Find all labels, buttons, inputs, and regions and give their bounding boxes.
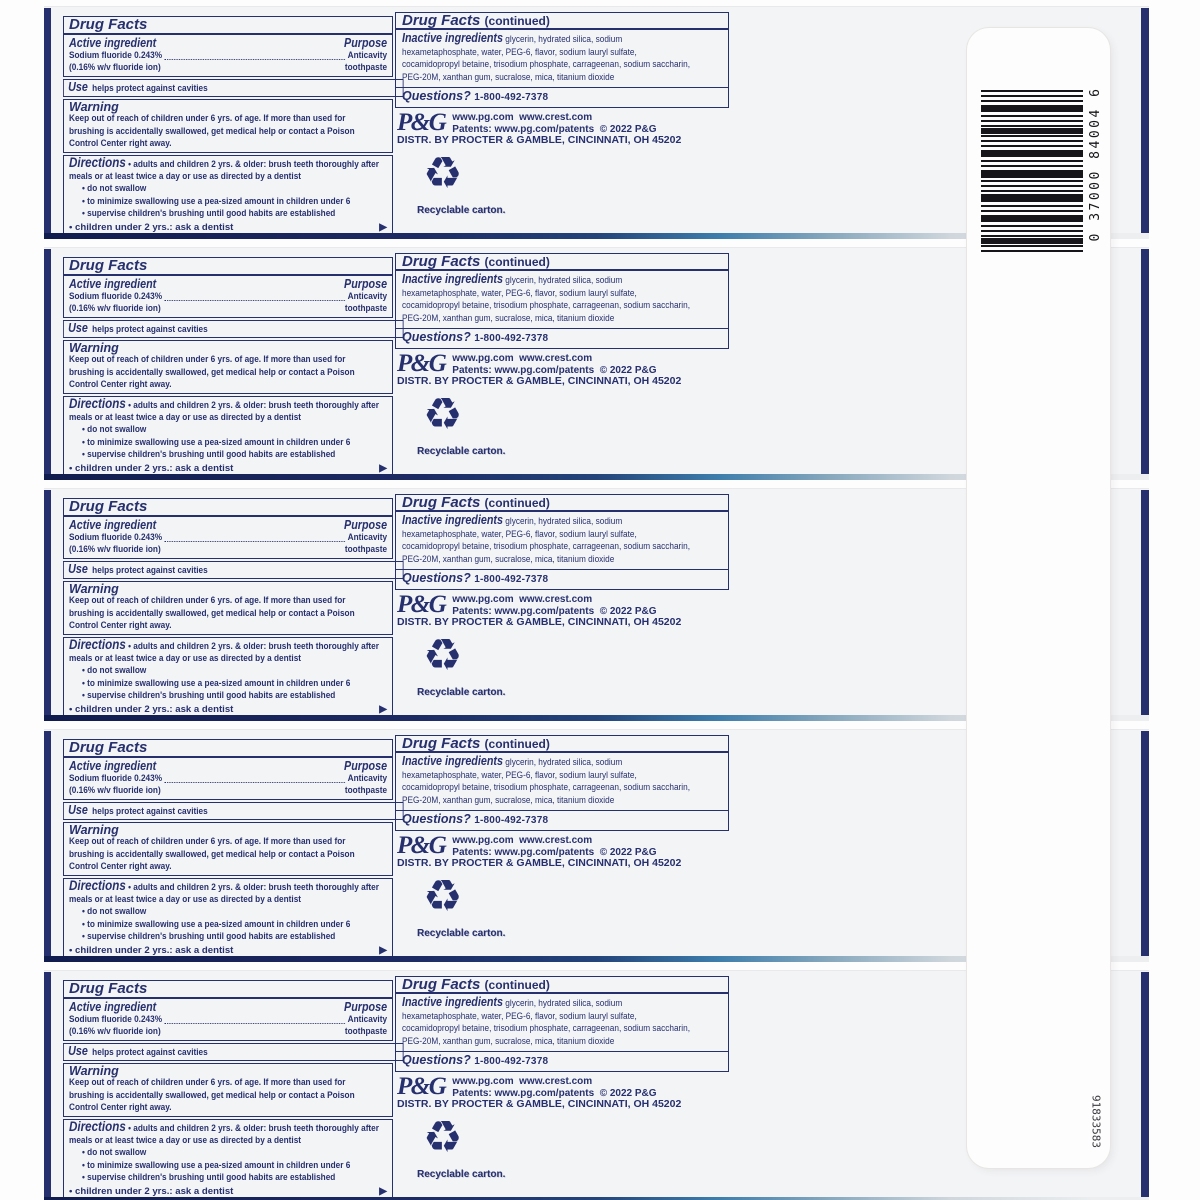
more-arrow-icon: ▶ [379, 221, 387, 233]
fluoride-ion-row [69, 1026, 387, 1038]
barcode-strip [967, 28, 1110, 1168]
recyclable-carton-label: Recyclable carton. [417, 446, 506, 457]
drug-facts-box [63, 257, 393, 474]
continued-suffix: (continued) [484, 14, 550, 28]
patents-line: Patents: www.pg.com/patents © 2022 P&G [452, 123, 657, 135]
pg-logo: P&G [397, 350, 446, 377]
directions-bullet: • do not swallow [82, 665, 147, 677]
questions-row [396, 570, 728, 589]
inactive-line: hexametaphosphate, water, PEG-6, flavor, sodium lauryl sulfate, [402, 46, 637, 58]
website-line: www.pg.com www.crest.com [452, 835, 593, 846]
drug-facts-continued-box [395, 976, 729, 1072]
inactive-ingredients-heading: Inactive ingredients [402, 754, 503, 769]
inactive-line: cocamidopropyl betaine, trisodium phosphate, carrageenan, sodium saccharin, [402, 541, 691, 553]
questions-heading: Questions? [402, 1053, 471, 1068]
inactive-line: Inactive ingredients glycerin, hydrated silica, sodium [402, 513, 623, 528]
patents-line: Patents: www.pg.com/patents © 2022 P&G [452, 1087, 657, 1099]
questions-heading: Questions? [402, 571, 471, 586]
drug-facts-title: Drug Facts [64, 742, 392, 758]
active-ingredient-name: Sodium fluoride 0.243% [69, 772, 163, 784]
drug-facts-continued-box [395, 735, 729, 831]
inactive-ingredients-section [396, 30, 728, 88]
use-heading: Use [68, 1043, 88, 1058]
patents-line: Patents: www.pg.com/patents © 2022 P&G [452, 846, 657, 858]
drug-facts-title: Drug Facts [64, 983, 392, 999]
active-ingredient-name: Sodium fluoride 0.243% [69, 531, 163, 543]
directions-intro-line: Directions • adults and children 2 yrs. & older: brush teeth thoroughly after [69, 154, 379, 170]
recycle-icon: ♻ [423, 149, 463, 198]
directions-intro-line: meals or at least twice a day or use as directed by a dentist [69, 653, 302, 665]
warning-heading: Warning [69, 1064, 119, 1079]
toothpaste-label: toothpaste [344, 544, 388, 556]
upc-digits: 0 37000 84004 6 [1088, 86, 1103, 242]
warning-line: Control Center right away. [69, 379, 172, 391]
warning-line: brushing is accidentally swallowed, get medical help or contact a Poison [69, 1089, 355, 1101]
questions-phone: 1-800-492-7378 [474, 574, 549, 586]
manufacturer-urls [452, 835, 656, 858]
more-arrow-icon: ▶ [379, 703, 387, 715]
pg-logo: P&G [397, 832, 446, 859]
manufacturer-block [397, 350, 767, 388]
warning-section [63, 99, 393, 153]
questions-heading: Questions? [402, 330, 471, 345]
inactive-line: PEG-20M, xanthan gum, sucralose, mica, titanium dioxide [402, 553, 615, 565]
directions-heading: Directions [69, 877, 126, 893]
inactive-line: hexametaphosphate, water, PEG-6, flavor, sodium lauryl sulfate, [402, 769, 637, 781]
directions-section [63, 396, 393, 477]
patents-line: Patents: www.pg.com/patents © 2022 P&G [452, 605, 657, 617]
fluoride-ion-row [69, 544, 387, 556]
continued-title: Drug Facts [402, 976, 481, 993]
dotted-leader [165, 300, 345, 301]
active-ingredient-row [69, 291, 387, 303]
directions-bullet: • do not swallow [82, 183, 147, 195]
active-ingredient-row [69, 532, 387, 544]
inactive-ingredients-heading: Inactive ingredients [402, 31, 503, 46]
use-section [63, 320, 403, 338]
directions-bullet: • supervise children's brushing until good habits are established [82, 208, 336, 220]
use-text: helps protect against cavities [92, 564, 208, 576]
website-line: www.pg.com www.crest.com [452, 594, 593, 605]
fluoride-ion-note: (0.16% w/v fluoride ion) [69, 544, 161, 556]
pg-logo: P&G [397, 1073, 446, 1100]
purpose-value: Anticavity [347, 290, 388, 302]
toothpaste-label: toothpaste [344, 303, 388, 315]
active-purpose-headings [69, 278, 387, 290]
manufacturer-top-row [397, 832, 767, 859]
manufacturer-top-row [397, 591, 767, 618]
directions-bullet: • to minimize swallowing use a pea-sized amount in children under 6 [82, 436, 351, 448]
warning-line: brushing is accidentally swallowed, get medical help or contact a Poison [69, 848, 355, 860]
active-ingredient-heading: Active ingredient [69, 759, 157, 774]
drug-facts-box [63, 16, 393, 233]
more-arrow-icon: ▶ [379, 944, 387, 956]
fluoride-ion-note: (0.16% w/v fluoride ion) [69, 1026, 161, 1038]
drug-facts-continued-box [395, 494, 729, 590]
recycle-icon: ♻ [423, 872, 463, 921]
website-line: www.pg.com www.crest.com [452, 1076, 593, 1087]
inactive-line: Inactive ingredients glycerin, hydrated silica, sodium [402, 754, 623, 769]
inactive-ingredients-section [396, 512, 728, 570]
directions-intro-line: meals or at least twice a day or use as directed by a dentist [69, 412, 302, 424]
toothpaste-label: toothpaste [344, 1026, 388, 1038]
purpose-value: Anticavity [347, 1013, 388, 1025]
inactive-line: PEG-20M, xanthan gum, sucralose, mica, titanium dioxide [402, 794, 615, 806]
use-text: helps protect against cavities [92, 805, 208, 817]
active-purpose-headings [69, 37, 387, 49]
inactive-ingredients-section [396, 271, 728, 329]
questions-row [396, 329, 728, 348]
directions-bullet: • to minimize swallowing use a pea-sized amount in children under 6 [82, 677, 351, 689]
inactive-line: PEG-20M, xanthan gum, sucralose, mica, titanium dioxide [402, 312, 615, 324]
carton-left-edge [44, 249, 51, 474]
dotted-leader [165, 541, 345, 542]
active-ingredient-section [63, 257, 393, 318]
dotted-leader [165, 59, 345, 60]
drug-facts-box [63, 498, 393, 715]
dotted-leader [165, 782, 345, 783]
use-section [63, 79, 403, 97]
warning-line: Keep out of reach of children under 6 yrs. of age. If more than used for [69, 836, 346, 848]
purpose-value: Anticavity [347, 772, 388, 784]
use-section [63, 802, 403, 820]
directions-last-line: • children under 2 yrs.: ask a dentist [69, 703, 234, 715]
serial-number: 91833583 [1089, 1095, 1103, 1148]
inactive-line: PEG-20M, xanthan gum, sucralose, mica, titanium dioxide [402, 1035, 615, 1047]
purpose-heading: Purpose [344, 759, 388, 774]
continued-suffix: (continued) [484, 255, 550, 269]
inactive-ingredients-section [396, 994, 728, 1052]
directions-bullet: • to minimize swallowing use a pea-sized amount in children under 6 [82, 1159, 351, 1171]
questions-phone: 1-800-492-7378 [474, 92, 549, 104]
inactive-line: Inactive ingredients glycerin, hydrated silica, sodium [402, 995, 623, 1010]
active-ingredient-row [69, 1014, 387, 1026]
inactive-ingredients-section [396, 753, 728, 811]
manufacturer-urls [452, 594, 656, 617]
warning-section [63, 340, 393, 394]
carton-left-edge [44, 490, 51, 715]
manufacturer-block [397, 591, 767, 629]
purpose-heading: Purpose [344, 36, 388, 51]
directions-bullet: • to minimize swallowing use a pea-sized amount in children under 6 [82, 195, 351, 207]
drug-facts-title: Drug Facts [64, 19, 392, 35]
distributor-line: DISTR. BY PROCTER & GAMBLE, CINCINNATI, OH 45202 [397, 375, 682, 387]
warning-heading: Warning [69, 341, 119, 356]
questions-heading: Questions? [402, 812, 471, 827]
continued-title-row [396, 977, 728, 994]
purpose-heading: Purpose [344, 277, 388, 292]
inactive-line: cocamidopropyl betaine, trisodium phosphate, carrageenan, sodium saccharin, [402, 59, 691, 71]
recycle-icon: ♻ [423, 1113, 463, 1162]
carton-left-edge [44, 8, 51, 233]
use-heading: Use [68, 79, 88, 94]
drug-facts-continued-box [395, 253, 729, 349]
fluoride-ion-note: (0.16% w/v fluoride ion) [69, 303, 161, 315]
warning-line: Control Center right away. [69, 138, 172, 150]
directions-bullet: • do not swallow [82, 1147, 147, 1159]
continued-suffix: (continued) [484, 737, 550, 751]
continued-title-row [396, 495, 728, 512]
use-heading: Use [68, 802, 88, 817]
dotted-leader [165, 1023, 345, 1024]
fluoride-ion-row [69, 62, 387, 74]
continued-suffix: (continued) [484, 496, 550, 510]
questions-heading: Questions? [402, 89, 471, 104]
carton-left-edge [44, 731, 51, 956]
questions-row [396, 811, 728, 830]
directions-last-line: • children under 2 yrs.: ask a dentist [69, 462, 234, 474]
drug-facts-box [63, 980, 393, 1197]
more-arrow-icon: ▶ [379, 462, 387, 474]
inactive-line: cocamidopropyl betaine, trisodium phosphate, carrageenan, sodium saccharin, [402, 782, 691, 794]
patents-line: Patents: www.pg.com/patents © 2022 P&G [452, 364, 657, 376]
inactive-ingredients-heading: Inactive ingredients [402, 272, 503, 287]
recyclable-carton-label: Recyclable carton. [417, 928, 506, 939]
directions-heading: Directions [69, 395, 126, 411]
recyclable-carton-label: Recyclable carton. [417, 205, 506, 216]
questions-row [396, 88, 728, 107]
recyclable-carton-label: Recyclable carton. [417, 687, 506, 698]
inactive-line: hexametaphosphate, water, PEG-6, flavor, sodium lauryl sulfate, [402, 528, 637, 540]
drug-facts-title: Drug Facts [64, 501, 392, 517]
manufacturer-urls [452, 353, 656, 376]
questions-phone: 1-800-492-7378 [474, 333, 549, 345]
pg-logo: P&G [397, 591, 446, 618]
warning-line: Keep out of reach of children under 6 yrs. of age. If more than used for [69, 354, 346, 366]
continued-title-row [396, 736, 728, 753]
inactive-line: Inactive ingredients glycerin, hydrated silica, sodium [402, 272, 623, 287]
active-ingredient-section [63, 498, 393, 559]
directions-heading: Directions [69, 154, 126, 170]
purpose-value: Anticavity [347, 531, 388, 543]
continued-title-row [396, 13, 728, 30]
manufacturer-top-row [397, 350, 767, 377]
warning-line: Keep out of reach of children under 6 yrs. of age. If more than used for [69, 1077, 346, 1089]
website-line: www.pg.com www.crest.com [452, 353, 593, 364]
inactive-line: cocamidopropyl betaine, trisodium phosphate, carrageenan, sodium saccharin, [402, 1023, 691, 1035]
active-purpose-headings [69, 519, 387, 531]
directions-bullet: • supervise children's brushing until good habits are established [82, 931, 336, 943]
use-heading: Use [68, 561, 88, 576]
purpose-value: Anticavity [347, 49, 388, 61]
warning-line: brushing is accidentally swallowed, get medical help or contact a Poison [69, 125, 355, 137]
questions-row [396, 1052, 728, 1071]
directions-intro-line: Directions • adults and children 2 yrs. & older: brush teeth thoroughly after [69, 1118, 379, 1134]
directions-last-line: • children under 2 yrs.: ask a dentist [69, 221, 234, 233]
directions-intro-line: meals or at least twice a day or use as directed by a dentist [69, 1135, 302, 1147]
continued-title: Drug Facts [402, 12, 481, 29]
warning-line: Control Center right away. [69, 1102, 172, 1114]
distributor-line: DISTR. BY PROCTER & GAMBLE, CINCINNATI, OH 45202 [397, 134, 682, 146]
carton-right-edge [1141, 490, 1149, 715]
directions-intro-line: Directions • adults and children 2 yrs. & older: brush teeth thoroughly after [69, 395, 379, 411]
directions-intro-line: meals or at least twice a day or use as directed by a dentist [69, 171, 302, 183]
directions-last-line: • children under 2 yrs.: ask a dentist [69, 1185, 234, 1197]
directions-section [63, 1119, 393, 1200]
warning-line: Control Center right away. [69, 861, 172, 873]
directions-bullet: • supervise children's brushing until good habits are established [82, 449, 336, 461]
continued-title-row [396, 254, 728, 271]
active-ingredient-heading: Active ingredient [69, 277, 157, 292]
warning-line: brushing is accidentally swallowed, get medical help or contact a Poison [69, 366, 355, 378]
toothpaste-label: toothpaste [344, 62, 388, 74]
continued-title: Drug Facts [402, 494, 481, 511]
use-text: helps protect against cavities [92, 82, 208, 94]
fluoride-ion-note: (0.16% w/v fluoride ion) [69, 62, 161, 74]
distributor-line: DISTR. BY PROCTER & GAMBLE, CINCINNATI, OH 45202 [397, 857, 682, 869]
carton-right-edge [1141, 249, 1149, 474]
manufacturer-block [397, 1073, 767, 1111]
warning-section [63, 1063, 393, 1117]
recycle-icon: ♻ [423, 390, 463, 439]
continued-suffix: (continued) [484, 978, 550, 992]
warning-heading: Warning [69, 582, 119, 597]
directions-bullet: • do not swallow [82, 906, 147, 918]
warning-line: Control Center right away. [69, 620, 172, 632]
directions-section [63, 637, 393, 718]
directions-last-line: • children under 2 yrs.: ask a dentist [69, 944, 234, 956]
active-purpose-headings [69, 760, 387, 772]
drug-facts-title: Drug Facts [64, 260, 392, 276]
warning-section [63, 581, 393, 635]
more-arrow-icon: ▶ [379, 1185, 387, 1197]
questions-phone: 1-800-492-7378 [474, 815, 549, 827]
active-ingredient-name: Sodium fluoride 0.243% [69, 49, 163, 61]
recycle-icon: ♻ [423, 631, 463, 680]
inactive-line: hexametaphosphate, water, PEG-6, flavor, sodium lauryl sulfate, [402, 287, 637, 299]
warning-heading: Warning [69, 823, 119, 838]
carton-left-edge [44, 972, 51, 1197]
active-ingredient-heading: Active ingredient [69, 36, 157, 51]
directions-bullet: • supervise children's brushing until good habits are established [82, 690, 336, 702]
directions-intro-line: meals or at least twice a day or use as directed by a dentist [69, 894, 302, 906]
active-purpose-headings [69, 1001, 387, 1013]
carton-right-edge [1141, 972, 1149, 1197]
active-ingredient-section [63, 16, 393, 77]
fluoride-ion-note: (0.16% w/v fluoride ion) [69, 785, 161, 797]
warning-section [63, 822, 393, 876]
directions-heading: Directions [69, 1118, 126, 1134]
use-text: helps protect against cavities [92, 1046, 208, 1058]
continued-title: Drug Facts [402, 253, 481, 270]
use-text: helps protect against cavities [92, 323, 208, 335]
pg-logo: P&G [397, 109, 446, 136]
purpose-heading: Purpose [344, 1000, 388, 1015]
manufacturer-top-row [397, 1073, 767, 1100]
directions-section [63, 155, 393, 236]
inactive-line: cocamidopropyl betaine, trisodium phosphate, carrageenan, sodium saccharin, [402, 300, 691, 312]
active-ingredient-section [63, 980, 393, 1041]
website-line: www.pg.com www.crest.com [452, 112, 593, 123]
warning-line: Keep out of reach of children under 6 yrs. of age. If more than used for [69, 595, 346, 607]
drug-facts-box [63, 739, 393, 956]
inactive-line: PEG-20M, xanthan gum, sucralose, mica, titanium dioxide [402, 71, 615, 83]
directions-heading: Directions [69, 636, 126, 652]
fluoride-ion-row [69, 303, 387, 315]
inactive-line: hexametaphosphate, water, PEG-6, flavor, sodium lauryl sulfate, [402, 1010, 637, 1022]
directions-bullet: • to minimize swallowing use a pea-sized amount in children under 6 [82, 918, 351, 930]
use-section [63, 561, 403, 579]
continued-title: Drug Facts [402, 735, 481, 752]
use-section [63, 1043, 403, 1061]
warning-heading: Warning [69, 100, 119, 115]
inactive-ingredients-heading: Inactive ingredients [402, 995, 503, 1010]
directions-intro-line: Directions • adults and children 2 yrs. & older: brush teeth thoroughly after [69, 636, 379, 652]
active-ingredient-heading: Active ingredient [69, 1000, 157, 1015]
questions-phone: 1-800-492-7378 [474, 1056, 549, 1068]
active-ingredient-name: Sodium fluoride 0.243% [69, 290, 163, 302]
active-ingredient-heading: Active ingredient [69, 518, 157, 533]
carton-right-edge [1141, 8, 1149, 233]
manufacturer-urls [452, 112, 656, 135]
manufacturer-block [397, 109, 767, 147]
distributor-line: DISTR. BY PROCTER & GAMBLE, CINCINNATI, OH 45202 [397, 616, 682, 628]
fluoride-ion-row [69, 785, 387, 797]
active-ingredient-row [69, 773, 387, 785]
directions-intro-line: Directions • adults and children 2 yrs. & older: brush teeth thoroughly after [69, 877, 379, 893]
inactive-ingredients-heading: Inactive ingredients [402, 513, 503, 528]
upc-barcode-bars-icon [981, 90, 1083, 254]
directions-bullet: • do not swallow [82, 424, 147, 436]
drug-facts-continued-box [395, 12, 729, 108]
use-heading: Use [68, 320, 88, 335]
purpose-heading: Purpose [344, 518, 388, 533]
directions-section [63, 878, 393, 959]
active-ingredient-row [69, 50, 387, 62]
inactive-line: Inactive ingredients glycerin, hydrated silica, sodium [402, 31, 623, 46]
manufacturer-block [397, 832, 767, 870]
toothpaste-label: toothpaste [344, 785, 388, 797]
carton-right-edge [1141, 731, 1149, 956]
directions-bullet: • supervise children's brushing until good habits are established [82, 1172, 336, 1184]
manufacturer-urls [452, 1076, 656, 1099]
recyclable-carton-label: Recyclable carton. [417, 1169, 506, 1180]
active-ingredient-section [63, 739, 393, 800]
manufacturer-top-row [397, 109, 767, 136]
distributor-line: DISTR. BY PROCTER & GAMBLE, CINCINNATI, OH 45202 [397, 1098, 682, 1110]
warning-line: brushing is accidentally swallowed, get medical help or contact a Poison [69, 607, 355, 619]
active-ingredient-name: Sodium fluoride 0.243% [69, 1013, 163, 1025]
warning-line: Keep out of reach of children under 6 yrs. of age. If more than used for [69, 113, 346, 125]
